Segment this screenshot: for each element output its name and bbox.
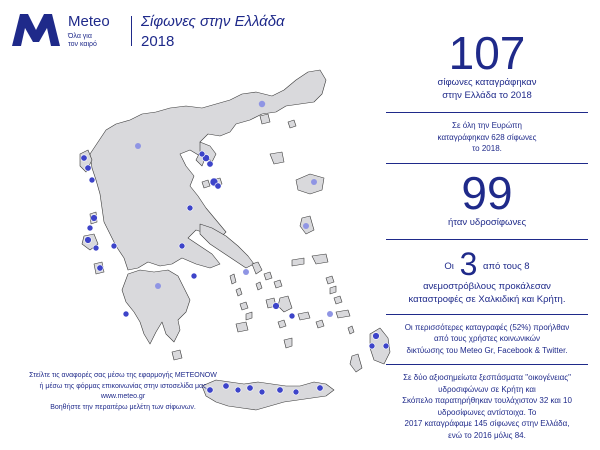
skiathos-region xyxy=(202,180,210,188)
marker-dot xyxy=(81,155,87,161)
andros-region xyxy=(252,262,262,274)
marker-dot xyxy=(93,245,99,251)
kythnos-region xyxy=(236,288,242,296)
marker-dot xyxy=(199,151,205,157)
marker-dot xyxy=(87,225,93,231)
reports-text: δικτύωσης του Meteo Gr, Facebook & Twitter. xyxy=(406,345,568,355)
marker-dot xyxy=(273,303,280,310)
logo-tagline: Όλα για τον καιρό xyxy=(68,33,97,48)
kea-region xyxy=(230,274,236,284)
peloponnese-region xyxy=(122,270,190,344)
marker-dot-light xyxy=(243,269,249,275)
divider xyxy=(386,314,588,315)
total-text: σίφωνες καταγράφηκαν xyxy=(437,77,537,88)
waterspout-number: 99 xyxy=(461,166,513,219)
reports-block xyxy=(382,322,592,357)
marker-dot xyxy=(191,273,197,279)
astypalaia-region xyxy=(316,320,324,328)
waterspout-text: ήταν υδροσίφωνες xyxy=(447,216,527,228)
marker-dot xyxy=(317,385,323,391)
marker-dot xyxy=(179,243,185,249)
marker-dot xyxy=(215,183,221,189)
total-text: στην Ελλάδα το 2018 xyxy=(442,90,532,101)
marker-dot-light xyxy=(303,223,309,229)
mykonos-region xyxy=(274,280,282,288)
meteo-logo-icon xyxy=(10,12,62,48)
europe-text: Σε όλη την Ευρώπη xyxy=(452,121,522,130)
damage-text: καταστροφές σε Χαλκιδική και Κρήτη. xyxy=(408,293,566,305)
marker-dot-light xyxy=(259,101,265,107)
tilos-region xyxy=(348,326,354,334)
family-text: υδροσιφώνων σε Κρήτη και xyxy=(438,384,536,394)
marker-dot xyxy=(277,387,283,393)
marker-dot-light xyxy=(311,179,317,185)
patmos-region xyxy=(326,276,334,284)
sifnos-region xyxy=(246,312,252,320)
serifos-region xyxy=(240,302,248,310)
divider xyxy=(386,239,588,240)
santorini-region xyxy=(284,338,292,348)
family-text: ενώ το 2016 μόλις 84. xyxy=(448,430,526,440)
kythira-region xyxy=(172,350,182,360)
marker-dot xyxy=(373,333,380,340)
divider xyxy=(386,163,588,164)
milos-region xyxy=(236,322,248,332)
family-block xyxy=(382,372,592,441)
europe-text: το 2018. xyxy=(472,144,502,153)
family-text: Σκόπελο παρατηρήθηκαν τουλάχιστον 32 και 10 xyxy=(402,396,572,405)
lemnos-region xyxy=(270,152,284,164)
damage-line xyxy=(382,245,592,282)
footer-line: ή μέσω της φόρμας επικοινωνίας στην ιστοσελίδα μας xyxy=(39,382,207,390)
marker-dot-light xyxy=(155,283,161,289)
kos-region xyxy=(336,310,350,318)
family-text: Σε δύο αξιοσημείωτα ξεσπάσματα "οικογένειας" xyxy=(403,373,571,382)
family-text: 2017 καταγράφαμε 145 σίφωνες στην Ελλάδα, xyxy=(404,419,570,428)
marker-dot xyxy=(91,215,98,222)
page-year: 2018 xyxy=(141,33,175,50)
kalymnos-region xyxy=(334,296,342,304)
reports-text: Οι περισσότερες καταγραφές (52%) προήλθαν xyxy=(404,322,570,332)
lesvos-region xyxy=(296,174,324,194)
marker-dot xyxy=(259,389,265,395)
thasos-region xyxy=(260,114,270,124)
logo-name: Meteo xyxy=(68,13,110,30)
marker-dot xyxy=(111,243,117,249)
ikaria-region xyxy=(292,258,304,266)
marker-dot xyxy=(85,237,92,244)
marker-dot xyxy=(89,177,95,183)
footer-note xyxy=(18,371,228,413)
marker-dot-light xyxy=(135,143,141,149)
marker-dot xyxy=(123,311,129,317)
europe-text: καταγράφηκαν 628 σίφωνες xyxy=(437,132,537,142)
marker-dot xyxy=(289,313,295,319)
damage-mid: από τους 8 xyxy=(483,260,530,272)
footer-link[interactable]: www.meteo.gr xyxy=(100,393,146,400)
samos-region xyxy=(312,254,328,264)
leros-region xyxy=(330,286,336,294)
damage-number: 3 xyxy=(459,245,478,282)
ios-region xyxy=(278,320,286,328)
page-title: Σίφωνες στην Ελλάδα xyxy=(141,13,285,30)
marker-dot xyxy=(235,387,241,393)
samothraki-region xyxy=(288,120,296,128)
footer-line: Στείλτε τις αναφορές σας μέσω της εφαρμογής METEONOW xyxy=(29,372,217,379)
damage-prefix: Οι xyxy=(444,260,454,272)
marker-dot xyxy=(369,343,375,349)
marker-dot xyxy=(247,385,253,391)
family-text: υδροσίφωνες αντίστοιχα. Το xyxy=(437,407,537,417)
karpathos-region xyxy=(350,354,362,372)
divider xyxy=(386,364,588,365)
syros-region xyxy=(256,282,262,290)
damage-text: ανεμοστρόβιλους προκάλεσαν xyxy=(423,280,551,292)
tinos-region xyxy=(264,272,272,280)
marker-dot xyxy=(207,161,213,167)
amorgos-region xyxy=(298,312,310,320)
total-number: 107 xyxy=(448,27,526,79)
footer-line: Βοηθήστε την περαιτέρω μελέτη των σίφωνων. xyxy=(50,403,196,411)
marker-dot xyxy=(85,165,91,171)
europe-block xyxy=(382,120,592,155)
divider xyxy=(386,112,588,113)
stats-panel xyxy=(382,27,592,441)
header-divider xyxy=(131,16,132,46)
reports-text: από τους χρήστες κοινωνικών xyxy=(433,334,540,343)
marker-dot xyxy=(187,205,193,211)
marker-dot xyxy=(97,265,103,271)
marker-dot xyxy=(293,389,299,395)
marker-dot-light xyxy=(327,311,333,317)
naxos-region xyxy=(278,296,292,312)
